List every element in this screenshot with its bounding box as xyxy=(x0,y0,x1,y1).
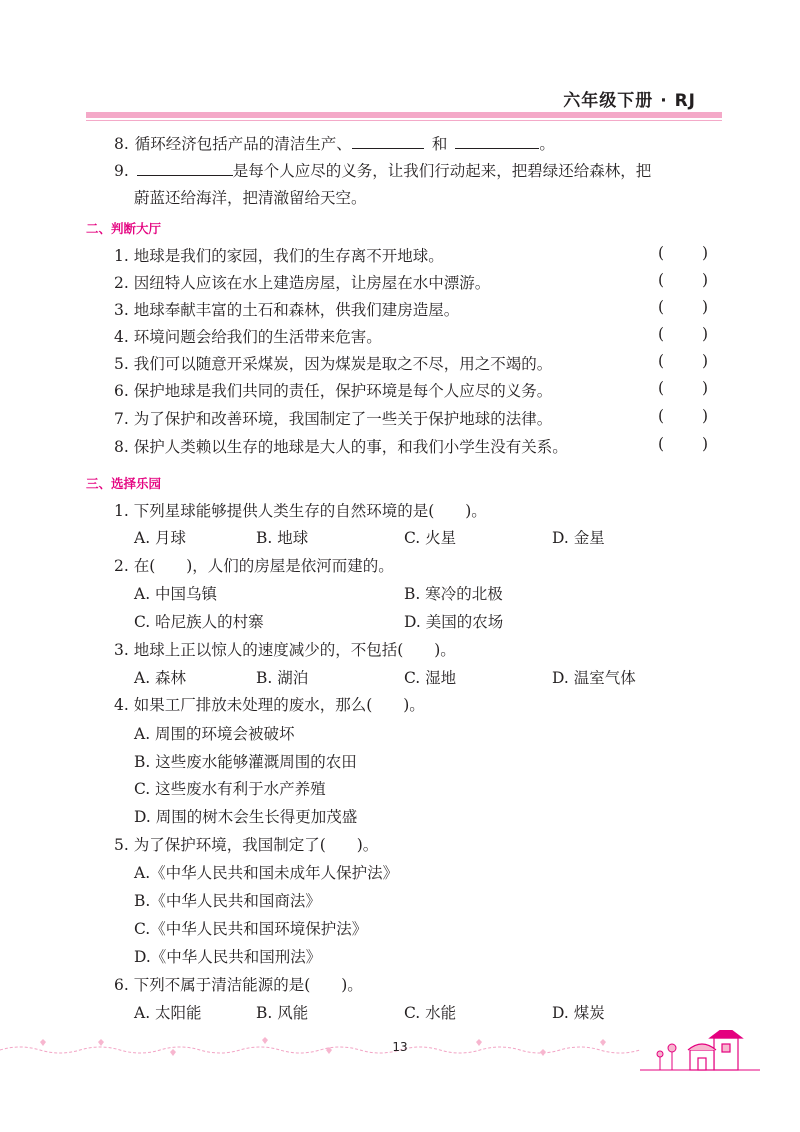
answer-parentheses[interactable] xyxy=(658,325,708,343)
answer-parentheses[interactable] xyxy=(658,352,708,370)
page-header-title: 六年级下册 · RJ xyxy=(563,91,696,111)
choice-option[interactable]: D. 周围的树木会生长得更加茂盛 xyxy=(134,808,358,826)
judge-item: 5. 我们可以随意开采煤炭，因为煤炭是取之不尽，用之不竭的。 xyxy=(114,355,553,373)
judge-item: 7. 为了保护和改善环境，我国制定了一些关于保护地球的法律。 xyxy=(114,410,553,428)
close-paren: ) xyxy=(701,435,708,453)
choice-question-3-stem: 3. 地球上正以惊人的速度减少的，不包括( )。 xyxy=(114,641,456,659)
judge-item: 3. 地球奉献丰富的土石和森林，供我们建房造屋。 xyxy=(114,301,460,319)
choice-option[interactable]: A. 太阳能 xyxy=(134,1004,202,1022)
open-paren: ( xyxy=(658,298,665,316)
open-paren: ( xyxy=(658,407,665,425)
page-number: 13 xyxy=(392,1040,408,1054)
section-judge-title: 二、判断大厅 xyxy=(86,221,162,236)
fill-question-8: 8. 循环经济包括产品的清洁生产、 和 。 xyxy=(114,135,555,153)
choice-option[interactable]: C. 湿地 xyxy=(404,669,457,687)
heart-icon xyxy=(40,1037,606,1056)
choice-option[interactable]: A. 中国乌镇 xyxy=(134,585,218,603)
choice-question-2-stem: 2. 在( )，人们的房屋是依河而建的。 xyxy=(114,557,394,575)
choice-option[interactable]: D. 煤炭 xyxy=(552,1004,605,1022)
footer-decoration xyxy=(0,1030,800,1090)
choice-option[interactable]: B. 湖泊 xyxy=(256,669,309,687)
open-paren: ( xyxy=(658,244,665,262)
close-paren: ) xyxy=(701,244,708,262)
judge-item: 2. 因纽特人应该在水上建造房屋，让房屋在水中漂游。 xyxy=(114,274,491,292)
answer-parentheses[interactable] xyxy=(658,379,708,397)
flower-icon xyxy=(657,1044,676,1070)
answer-parentheses[interactable] xyxy=(658,244,708,262)
choice-option[interactable]: D. 美国的农场 xyxy=(404,613,504,631)
open-paren: ( xyxy=(658,435,665,453)
answer-blank[interactable] xyxy=(352,134,424,149)
choice-option[interactable]: C. 水能 xyxy=(404,1004,457,1022)
answer-blank[interactable] xyxy=(137,161,233,176)
choice-option[interactable]: A. 森林 xyxy=(134,669,187,687)
choice-option[interactable]: D. 金星 xyxy=(552,529,605,547)
choice-option[interactable]: A. 周围的环境会被破坏 xyxy=(134,725,295,743)
choice-option[interactable]: C.《中华人民共和国环境保护法》 xyxy=(134,920,368,938)
judge-item: 8. 保护人类赖以生存的地球是大人的事，和我们小学生没有关系。 xyxy=(114,438,568,456)
close-paren: ) xyxy=(701,271,708,289)
choice-option[interactable]: D. 温室气体 xyxy=(552,669,636,687)
close-paren: ) xyxy=(701,407,708,425)
close-paren: ) xyxy=(701,325,708,343)
close-paren: ) xyxy=(701,298,708,316)
choice-option[interactable]: C. 火星 xyxy=(404,529,457,547)
open-paren: ( xyxy=(658,379,665,397)
open-paren: ( xyxy=(658,325,665,343)
choice-option[interactable]: C. 这些废水有利于水产养殖 xyxy=(134,780,326,798)
choice-option[interactable]: A. 月球 xyxy=(134,529,187,547)
choice-option[interactable]: B. 这些废水能够灌溉周围的农田 xyxy=(134,753,357,771)
answer-blank[interactable] xyxy=(455,134,539,149)
choice-question-1-stem: 1. 下列星球能够提供人类生存的自然环境的是( )。 xyxy=(114,502,487,520)
fill-question-9-continued: 蔚蓝还给海洋，把清澈留给天空。 xyxy=(134,189,367,207)
close-paren: ) xyxy=(701,352,708,370)
choice-option[interactable]: D.《中华人民共和国刑法》 xyxy=(134,948,322,966)
answer-parentheses[interactable] xyxy=(658,407,708,425)
house-icon xyxy=(688,1030,742,1070)
open-paren: ( xyxy=(658,352,665,370)
header-divider-bar xyxy=(86,112,722,118)
choice-option[interactable]: B. 地球 xyxy=(256,529,309,547)
section-choice-title: 三、选择乐园 xyxy=(86,476,162,491)
choice-option[interactable]: B. 寒冷的北极 xyxy=(404,585,503,603)
choice-question-6-stem: 6. 下列不属于清洁能源的是( )。 xyxy=(114,976,363,994)
answer-parentheses[interactable] xyxy=(658,271,708,289)
judge-item: 6. 保护地球是我们共同的责任，保护环境是每个人应尽的义务。 xyxy=(114,382,553,400)
choice-option[interactable]: C. 哈尼族人的村寨 xyxy=(134,613,264,631)
open-paren: ( xyxy=(658,271,665,289)
answer-parentheses[interactable] xyxy=(658,435,708,453)
close-paren: ) xyxy=(701,379,708,397)
choice-question-5-stem: 5. 为了保护环境，我国制定了( )。 xyxy=(114,836,379,854)
choice-option[interactable]: B.《中华人民共和国商法》 xyxy=(134,892,321,910)
fill-question-9: 9. 是每个人应尽的义务，让我们行动起来，把碧绿还给森林，把 xyxy=(114,162,652,180)
judge-item: 1. 地球是我们的家园，我们的生存离不开地球。 xyxy=(114,247,444,265)
choice-option[interactable]: B. 风能 xyxy=(256,1004,309,1022)
choice-question-4-stem: 4. 如果工厂排放未处理的废水，那么( )。 xyxy=(114,696,425,714)
choice-option[interactable]: A.《中华人民共和国未成年人保护法》 xyxy=(134,864,399,882)
judge-item: 4. 环境问题会给我们的生活带来危害。 xyxy=(114,328,382,346)
answer-parentheses[interactable] xyxy=(658,298,708,316)
header-divider-line xyxy=(86,120,722,121)
